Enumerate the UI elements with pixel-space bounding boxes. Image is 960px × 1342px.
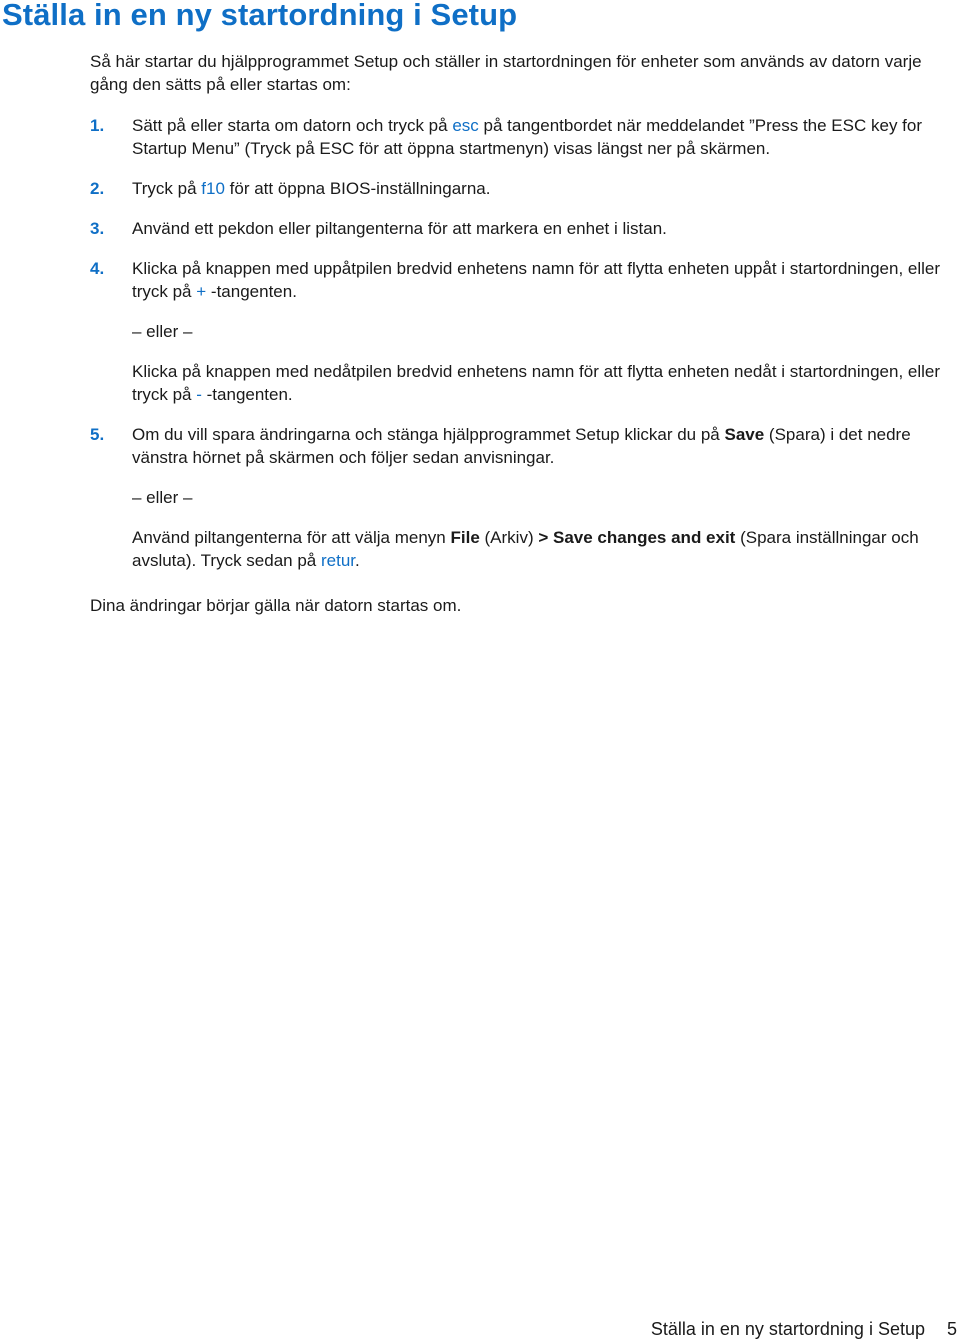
step-text: Klicka på knappen med uppåtpilen bredvid enhetens namn för att flytta enheten uppåt i startordningen, eller tryck på + -tangenten.: [132, 259, 941, 301]
save-exit-term: > Save changes and exit: [538, 528, 736, 547]
step-number: 3.: [90, 219, 105, 238]
step-2: [90, 177, 960, 200]
page-footer: [651, 1318, 957, 1340]
file-menu-term: File: [450, 528, 480, 547]
step-4: [90, 257, 960, 406]
footer-section-title: Ställa in en ny startordning i Setup: [650, 1319, 925, 1339]
closing-paragraph: Dina ändringar börjar gälla när datorn startas om.: [90, 596, 462, 615]
step-alt-text: Använd piltangenterna för att välja menyn File (Arkiv) > Save changes and exit (Spara inställningar och avsluta). Tryck sedan på retur.: [132, 528, 919, 570]
intro-paragraph: Så här startar du hjälpprogrammet Setup och ställer in startordningen för enheter som används av datorn varje gång den sätts på eller startas om:: [90, 52, 922, 94]
step-1: [90, 114, 960, 160]
step-number: 4.: [90, 259, 105, 278]
key-esc: esc: [452, 116, 479, 135]
step-text: Om du vill spara ändringarna och stänga hjälpprogrammet Setup klickar du på Save (Spara) i det nedre vänstra hörnet på skärmen och följer sedan anvisningar.: [132, 425, 911, 467]
step-text: Tryck på f10 för att öppna BIOS-inställningarna.: [132, 179, 491, 198]
step-3: [90, 217, 960, 240]
key-f10: f10: [201, 179, 225, 198]
or-separator: – eller –: [132, 488, 193, 507]
key-retur: retur: [320, 551, 356, 570]
step-number: 5.: [90, 425, 105, 444]
save-term: Save: [724, 425, 765, 444]
key-minus: -: [196, 385, 202, 404]
step-number: 1.: [90, 116, 105, 135]
step-text: Använd ett pekdon eller piltangenterna för att markera en enhet i listan.: [132, 219, 667, 238]
page-title: Ställa in en ny startordning i Setup: [2, 0, 518, 32]
key-plus: +: [196, 282, 207, 301]
step-list: [90, 114, 960, 589]
step-text: Sätt på eller starta om datorn och tryck på esc på tangentbordet när meddelandet ”Press the ESC key for Startup Menu” (Tryck på ESC för att öppna startmenyn) visas längst ner på skärmen.: [132, 116, 923, 158]
step-number: 2.: [90, 179, 105, 198]
step-5: [90, 423, 960, 572]
step-alt-text: Klicka på knappen med nedåtpilen bredvid enhetens namn för att flytta enheten nedåt i startordningen, eller tryck på - -tangenten.: [132, 362, 941, 404]
page-number: 5: [946, 1319, 957, 1339]
or-separator: – eller –: [132, 322, 193, 341]
